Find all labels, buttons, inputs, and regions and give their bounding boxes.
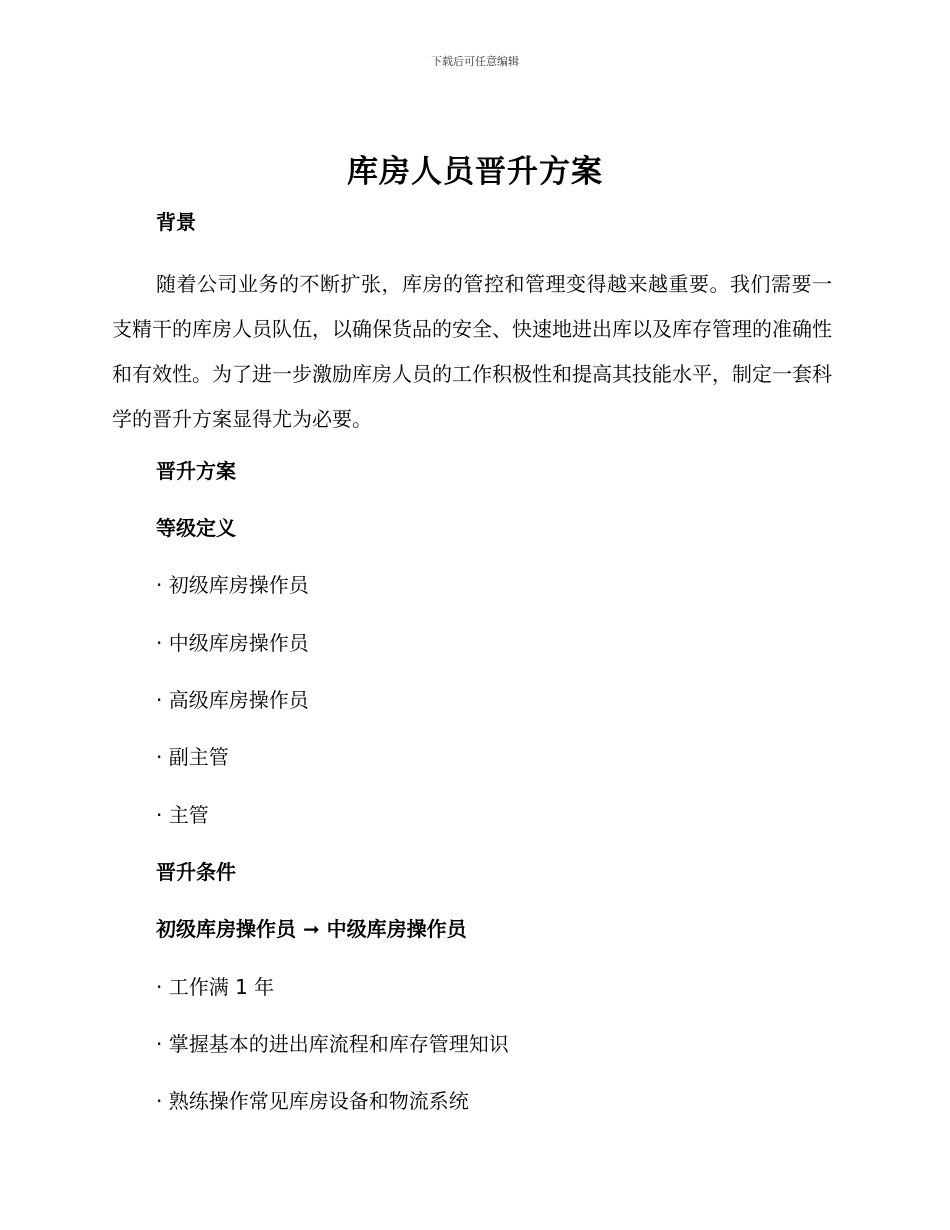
- level-list-item: · 副主管: [156, 745, 229, 769]
- level-list-item: · 高级库房操作员: [156, 688, 309, 712]
- background-paragraph: 随着公司业务的不断扩张，库房的管控和管理变得越来越重要。我们需要一支精干的库房人员队伍，以确保货品的安全、快速地进出库以及库存管理的准确性和有效性。为了进一步激励库房人员的工作积极性和提高其技能水平，制定一套科学的晋升方案显得尤为必要。: [112, 272, 832, 431]
- level-list-item: · 初级库房操作员: [156, 573, 309, 597]
- background-heading: 背景: [156, 210, 196, 234]
- junior-to-mid-heading: 初级库房操作员 ➞ 中级库房操作员: [156, 917, 467, 941]
- condition-list-item: · 熟练操作常见库房设备和物流系统: [156, 1089, 469, 1113]
- condition-list-item: · 掌握基本的进出库流程和库存管理知识: [156, 1032, 509, 1056]
- condition-list-item: · 工作满 1 年: [156, 975, 275, 999]
- conditions-heading: 晋升条件: [156, 860, 236, 884]
- levels-heading: 等级定义: [156, 516, 236, 540]
- document-title: 库房人员晋升方案: [347, 154, 603, 190]
- plan-heading: 晋升方案: [156, 459, 236, 483]
- page-header-note: 下载后可任意编辑: [431, 55, 519, 68]
- level-list-item: · 中级库房操作员: [156, 631, 309, 655]
- level-list-item: · 主管: [156, 803, 209, 827]
